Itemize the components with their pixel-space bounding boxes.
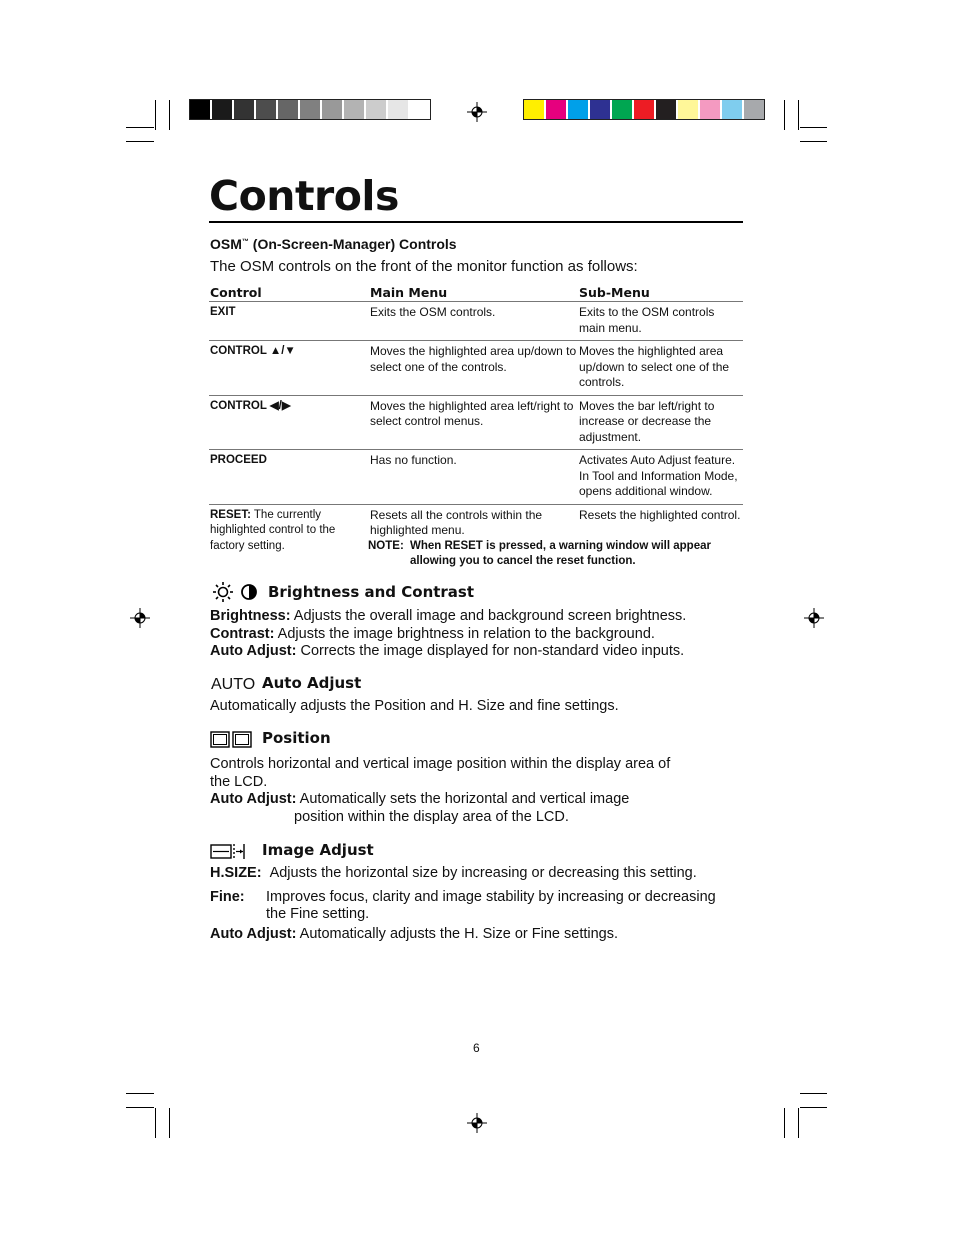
control-name: EXIT [210, 306, 236, 318]
color-swatch [722, 100, 744, 119]
reset-note: NOTE: When RESET is pressed, a warning window will appear allowing you to cancel the reset function. [368, 540, 711, 567]
color-swatch [744, 100, 764, 119]
image-adjust-description: H.SIZE: Adjusts the horizontal size by increasing or decreasing this setting. Fine: Improves focus, clarity and image stability by increasing or decreasing the Fine setting. Auto Adjust: Automatically adjusts the H. Size or Fine settings. [210, 865, 716, 942]
registration-mark-icon [130, 608, 150, 628]
color-swatch [300, 100, 322, 119]
control-name: RESET: [210, 508, 251, 521]
color-swatch [278, 100, 300, 119]
color-swatch [678, 100, 700, 119]
position-heading: Position [262, 729, 331, 747]
color-swatch [656, 100, 678, 119]
main-menu-cell: Resets all the controls within the highlighted menu. [370, 507, 543, 537]
control-name: PROCEED [210, 454, 267, 466]
color-swatch [410, 100, 430, 119]
table-row [209, 302, 743, 341]
main-menu-cell: Exits the OSM controls. [369, 302, 578, 341]
page-title: Controls [209, 172, 399, 220]
color-swatch [366, 100, 388, 119]
main-menu-cell: Moves the highlighted area left/right to select control menus. [369, 395, 578, 450]
page-number: 6 [473, 1041, 480, 1055]
note-label: NOTE: [368, 540, 404, 552]
image-adjust-icon [210, 843, 246, 860]
main-menu-cell: Moves the highlighted area up/down to select one of the controls. [369, 341, 578, 396]
image-adjust-heading: Image Adjust [262, 841, 374, 859]
registration-mark-icon [467, 1113, 487, 1133]
color-swatch [546, 100, 568, 119]
color-swatch [634, 100, 656, 119]
column-header: Control [209, 283, 369, 302]
sub-menu-cell: Activates Auto Adjust feature. In Tool and Information Mode, opens additional window. [578, 450, 743, 505]
color-swatch [344, 100, 366, 119]
color-swatch [524, 100, 546, 119]
registration-mark-icon [804, 608, 824, 628]
contrast-icon [240, 583, 258, 601]
registration-mark-icon [467, 102, 487, 122]
color-swatch [612, 100, 634, 119]
color-swatch [322, 100, 344, 119]
controls-table [209, 283, 743, 558]
color-swatch [700, 100, 722, 119]
brightness-description: Brightness: Adjusts the overall image and background screen brightness. Contrast: Adjusts the image brightness in relation to the background. Auto Adjust: Corrects the image displayed for non-standard video inputs. [210, 608, 687, 659]
auto-icon: AUTO [211, 676, 256, 693]
color-swatch [256, 100, 278, 119]
color-swatch [388, 100, 410, 119]
table-header-row [209, 283, 743, 302]
position-description: Controls horizontal and vertical image position within the display area of the LCD. Auto Adjust: Automatically sets the horizontal and vertical image position within the display area of the LCD. [210, 756, 671, 825]
osm-heading: OSM™ (On-Screen-Manager) Controls [210, 236, 457, 252]
column-header: Sub-Menu [578, 283, 743, 302]
color-swatch [590, 100, 612, 119]
auto-adjust-heading: Auto Adjust [262, 674, 362, 692]
color-bar [523, 99, 765, 120]
sub-menu-cell: Resets the highlighted control. [579, 507, 741, 522]
sun-icon [211, 581, 235, 603]
color-swatch [568, 100, 590, 119]
table-row [209, 450, 743, 505]
main-menu-cell: Has no function. [369, 450, 578, 505]
table-row [209, 341, 743, 396]
table-row [209, 395, 743, 450]
title-rule [209, 221, 743, 223]
color-swatch [212, 100, 234, 119]
osm-intro: The OSM controls on the front of the monitor function as follows: [210, 258, 638, 275]
brightness-heading: Brightness and Contrast [268, 583, 475, 601]
sub-menu-cell: Moves the bar left/right to increase or decrease the adjustment. [578, 395, 743, 450]
control-note: The currently highlighted control to the factory setting. [210, 508, 336, 552]
grayscale-bar [189, 99, 431, 120]
control-name: CONTROL ◀/▶ [210, 399, 291, 412]
position-icon [210, 731, 252, 748]
auto-adjust-description: Automatically adjusts the Position and H. Size and fine settings. [210, 698, 619, 714]
sub-menu-cell: Exits to the OSM controls main menu. [578, 302, 743, 341]
sub-menu-cell: Moves the highlighted area up/down to select one of the controls. [578, 341, 743, 396]
column-header: Main Menu [369, 283, 578, 302]
color-swatch [190, 100, 212, 119]
color-swatch [234, 100, 256, 119]
control-name: CONTROL ▲/▼ [210, 345, 296, 357]
